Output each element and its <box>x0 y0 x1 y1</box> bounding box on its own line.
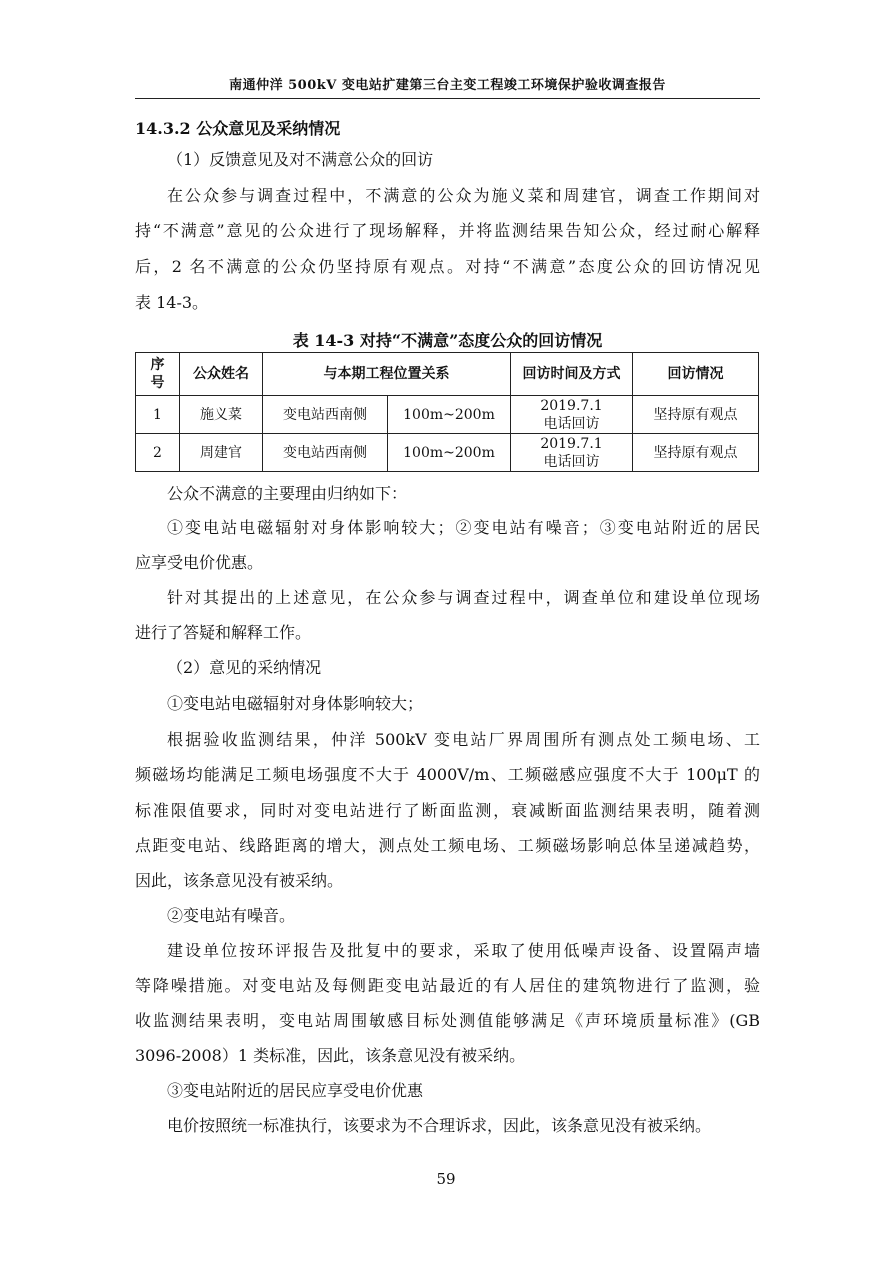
paragraph-line: 后，2 名不满意的公众仍坚持原有观点。对持“不满意”态度公众的回访情况见 <box>135 257 760 276</box>
paragraph-line: ①变电站电磁辐射对身体影响较大； <box>167 694 424 713</box>
paragraph-subheading-1: （1）反馈意见及对不满意公众的回访 <box>167 150 434 169</box>
cell-time-method <box>511 434 633 472</box>
paragraph-line: ③变电站附近的居民应享受电价优惠 <box>167 1081 424 1100</box>
header-position-relation: 与本期工程位置关系 <box>263 353 511 396</box>
page-number: 59 <box>436 1170 456 1188</box>
cell-direction: 变电站西南侧 <box>263 396 388 434</box>
paragraph-line: 公众不满意的主要理由归纳如下： <box>167 484 408 503</box>
paragraph-line: 电价按照统一标准执行，该要求为不合理诉求，因此，该条意见没有被采纳。 <box>167 1116 712 1135</box>
header-callback-result: 回访情况 <box>633 353 759 396</box>
cell-result: 坚持原有观点 <box>633 434 759 472</box>
table-row <box>136 434 759 472</box>
cell-name: 施义菜 <box>180 396 263 434</box>
header-divider <box>135 98 760 99</box>
cell-date: 2019.7.1 <box>540 435 603 452</box>
cell-direction: 变电站西南侧 <box>263 434 388 472</box>
paragraph-line: 标准限值要求，同时对变电站进行了断面监测，衰减断面监测结果表明，随着测 <box>135 801 760 820</box>
cell-distance: 100m~200m <box>388 434 511 472</box>
header-serial-line-1: 序 <box>150 357 165 373</box>
paragraph-line: 因此，该条意见没有被采纳。 <box>135 871 344 890</box>
cell-date: 2019.7.1 <box>540 397 603 414</box>
paragraph-line: 针对其提出的上述意见，在公众参与调查过程中，调查单位和建设单位现场 <box>167 588 760 607</box>
callback-table <box>135 352 759 472</box>
cell-time-method <box>511 396 633 434</box>
table-caption: 表 14-3 对持“不满意”态度公众的回访情况 <box>292 331 603 350</box>
paragraph-line: 等降噪措施。对变电站及每侧距变电站最近的有人居住的建筑物进行了监测，验 <box>135 976 760 995</box>
header-callback-time-method: 回访时间及方式 <box>511 353 633 396</box>
cell-distance: 100m~200m <box>388 396 511 434</box>
paragraph-line: 频磁场均能满足工频电场强度不大于 4000V/m、工频磁感应强度不大于 100μT 的 <box>135 765 760 784</box>
paragraph-line: 点距变电站、线路距离的增大，测点处工频电场、工频磁场影响总体呈递减趋势， <box>135 836 760 855</box>
paragraph-subheading-2: （2）意见的采纳情况 <box>167 658 322 677</box>
paragraph-line: 收监测结果表明，变电站周围敏感目标处测值能够满足《声环境质量标准》(GB <box>135 1011 760 1030</box>
cell-serial: 1 <box>136 396 180 434</box>
paragraph-line: 建设单位按环评报告及批复中的要求，采取了使用低噪声设备、设置隔声墙 <box>167 941 760 960</box>
paragraph-line: ①变电站电磁辐射对身体影响较大；②变电站有噪音；③变电站附近的居民 <box>167 518 760 537</box>
cell-name: 周建官 <box>180 434 263 472</box>
table-row <box>136 396 759 434</box>
header-serial-number <box>136 353 180 396</box>
table-header-row <box>136 353 759 396</box>
cell-result: 坚持原有观点 <box>633 396 759 434</box>
paragraph-line: 在公众参与调查过程中，不满意的公众为施义菜和周建官，调查工作期间对 <box>167 186 760 205</box>
paragraph-line: 3096-2008）1 类标准，因此，该条意见没有被采纳。 <box>135 1046 526 1065</box>
paragraph-line: 应享受电价优惠。 <box>135 553 264 572</box>
paragraph-line: 根据验收监测结果，仲洋 500kV 变电站厂界周围所有测点处工频电场、工 <box>167 730 760 749</box>
running-header: 南通仲洋 500kV 变电站扩建第三台主变工程竣工环境保护验收调查报告 <box>229 78 666 93</box>
cell-method: 电话回访 <box>543 415 600 432</box>
header-public-name: 公众姓名 <box>180 353 263 396</box>
paragraph-line: 表 14-3。 <box>135 293 209 312</box>
paragraph-line: 进行了答疑和解释工作。 <box>135 623 312 642</box>
header-serial-line-2: 号 <box>150 375 165 391</box>
cell-method: 电话回访 <box>543 453 600 470</box>
paragraph-line: ②变电站有噪音。 <box>167 906 296 925</box>
section-heading: 14.3.2 公众意见及采纳情况 <box>135 119 341 138</box>
cell-serial: 2 <box>136 434 180 472</box>
paragraph-line: 持“不满意”意见的公众进行了现场解释，并将监测结果告知公众，经过耐心解释 <box>135 221 760 240</box>
